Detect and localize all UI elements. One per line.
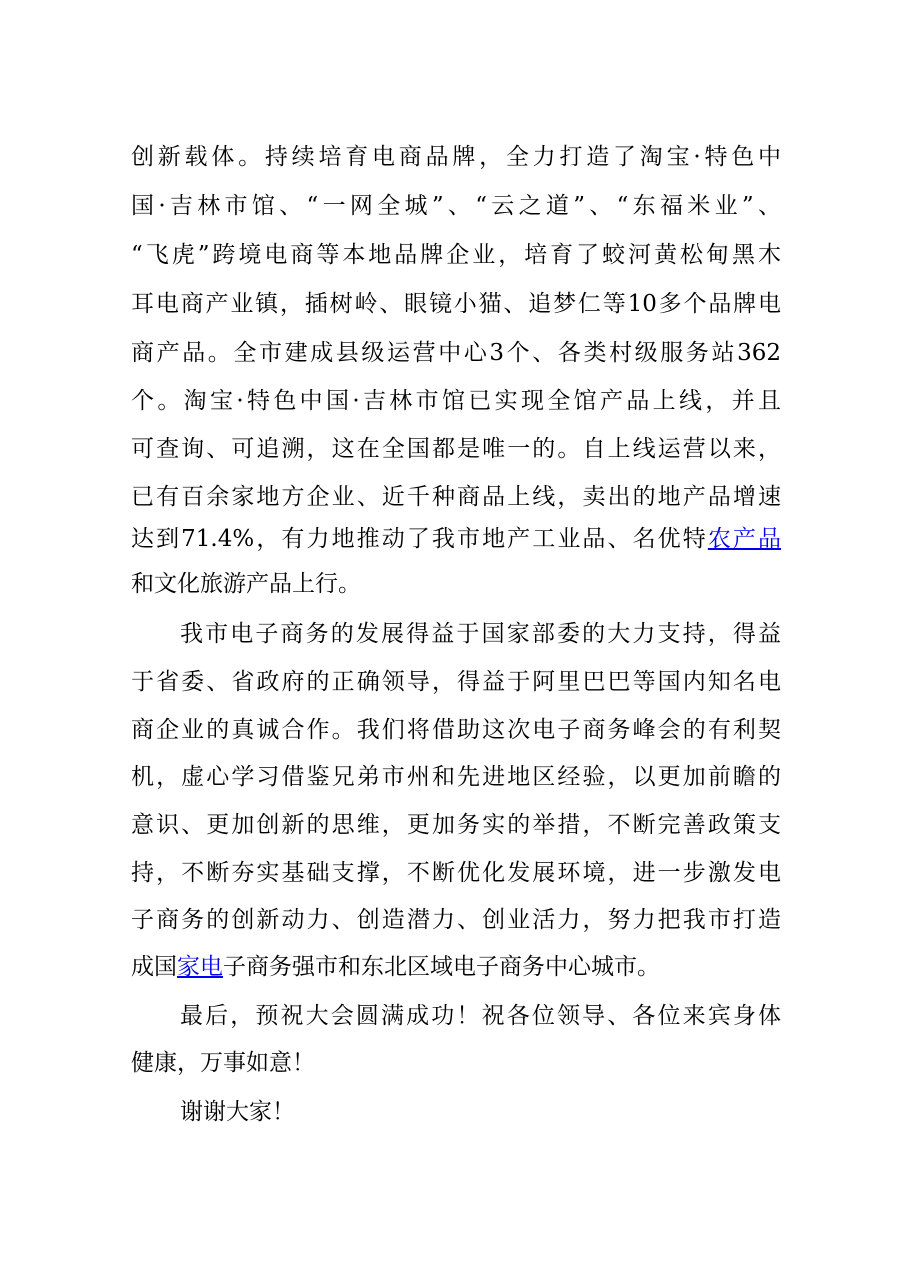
paragraph-line [131, 947, 781, 987]
paragraph-line: 可查询、可追溯，这在全国都是唯一的。自上线运营以来， [131, 436, 781, 462]
paragraph-line [131, 519, 781, 559]
paragraph-line: 已有百余家地方企业、近千种商品上线，卖出的地产品增速 [131, 484, 781, 510]
paragraph-line: 我市电子商务的发展得益于国家部委的大力支持，得益 [180, 621, 781, 647]
paragraph-line: 商产品。全市建成县级运营中心3个、各类村级服务站362 [131, 340, 781, 366]
home-appliance-link[interactable]: 家电 [177, 954, 223, 980]
closing-line: 谢谢大家！ [180, 1099, 295, 1125]
paragraph-line: 于省委、省政府的正确领导，得益于阿里巴巴等国内知名电 [131, 669, 781, 695]
paragraph-line: 最后，预祝大会圆满成功！祝各位领导、各位来宾身体 [180, 1003, 781, 1029]
paragraph-line: 商企业的真诚合作。我们将借助这次电子商务峰会的有利契 [131, 717, 781, 743]
paragraph-line: 个。淘宝·特色中国·吉林市馆已实现全馆产品上线，并且 [131, 388, 781, 414]
paragraph-line: 持，不断夯实基础支撑，不断优化发展环境，进一步激发电 [131, 860, 781, 886]
line-text: 成国 [131, 954, 177, 980]
paragraph-line: 机，虚心学习借鉴兄弟市州和先进地区经验，以更加前瞻的 [131, 764, 781, 790]
paragraph-line: 国·吉林市馆、“一网全城”、“云之道”、“东福米业”、 [131, 193, 781, 219]
paragraph-line: 创新载体。持续培育电商品牌，全力打造了淘宝·特色中 [131, 144, 781, 170]
paragraph-line: 意识、更加创新的思维，更加务实的举措，不断完善政策支 [131, 812, 781, 838]
line-text: 子商务强市和东北区域电子商务中心城市。 [223, 954, 660, 980]
paragraph-line: 健康，万事如意！ [131, 1050, 315, 1076]
paragraph-line: 耳电商产业镇，插树岭、眼镜小猫、追梦仁等10多个品牌电 [131, 291, 781, 317]
paragraph-line: “飞虎”跨境电商等本地品牌企业，培育了蛟河黄松甸黑木 [131, 242, 781, 268]
line-text: 达到71.4%，有力地推动了我市地产工业品、名优特 [131, 526, 708, 552]
paragraph-line: 和文化旅游产品上行。 [131, 571, 361, 597]
agricultural-products-link[interactable]: 农产品 [707, 526, 781, 552]
paragraph-line: 子商务的创新动力、创造潜力、创业活力，努力把我市打造 [131, 907, 781, 933]
